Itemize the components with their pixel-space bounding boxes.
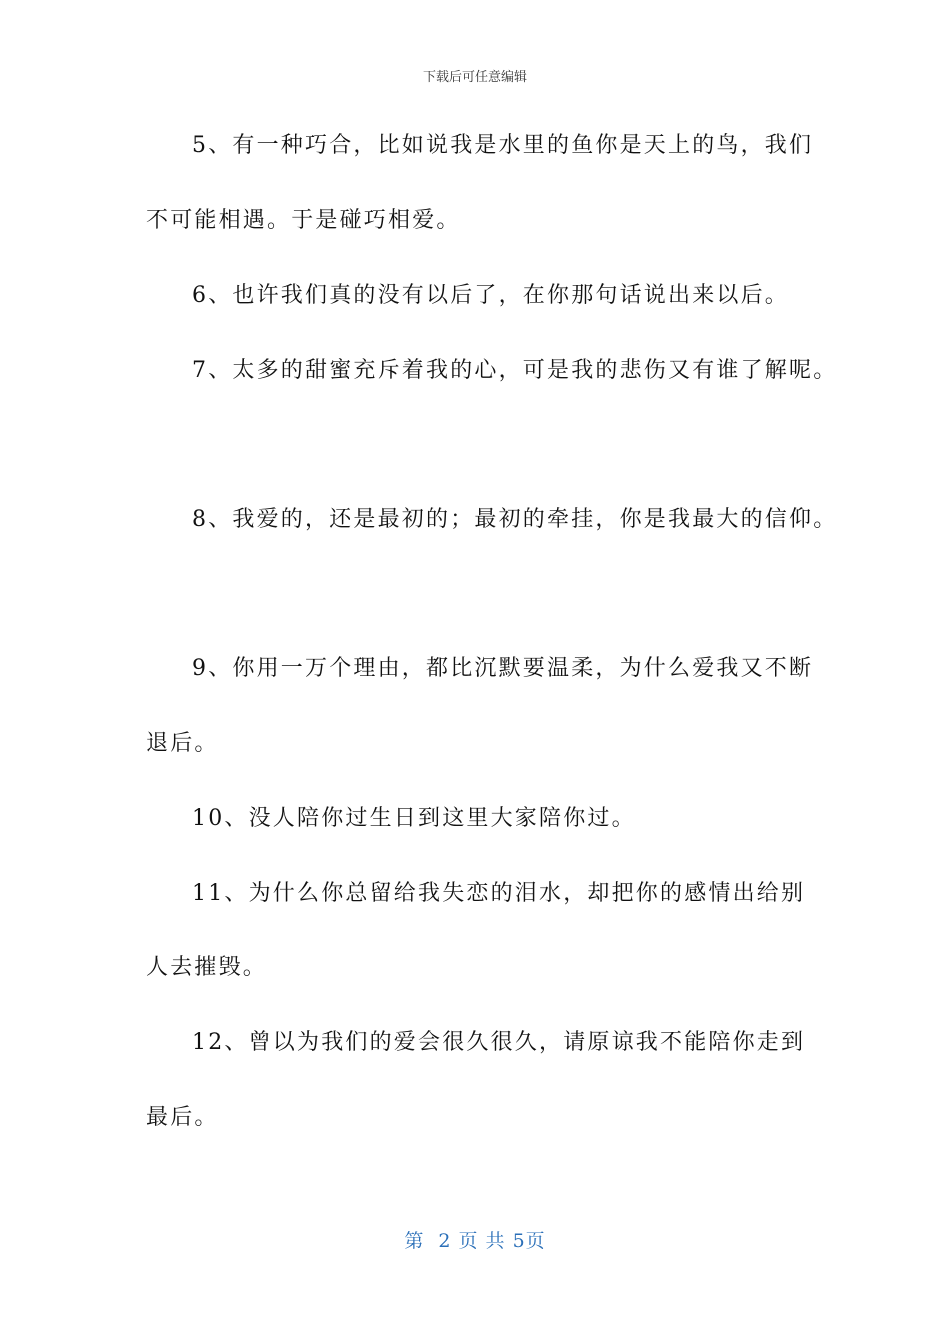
paragraph-5-line-2: 不可能相遇。于是碰巧相爱。: [146, 208, 461, 233]
paragraph-11-line-1: 11、为什么你总留给我失恋的泪水，却把你的感情出给别: [192, 881, 806, 906]
paragraph-9-line-1: 9、你用一万个理由，都比沉默要温柔，为什么爱我又不断: [192, 656, 814, 681]
page-footer-page-number: 第 2 页 共 5页: [404, 1230, 546, 1252]
paragraph-11-line-2: 人去摧毁。: [146, 955, 268, 980]
paragraph-5-line-1: 5、有一种巧合，比如说我是水里的鱼你是天上的鸟，我们: [192, 133, 814, 158]
paragraph-7: 7、太多的甜蜜充斥着我的心，可是我的悲伤又有谁了解呢。: [192, 358, 838, 383]
paragraph-6: 6、也许我们真的没有以后了，在你那句话说出来以后。: [192, 283, 789, 308]
paragraph-8: 8、我爱的，还是最初的；最初的牵挂，你是我最大的信仰。: [192, 507, 838, 532]
paragraph-9-line-2: 退后。: [146, 731, 219, 756]
paragraph-12-line-1: 12、曾以为我们的爱会很久很久，请原谅我不能陪你走到: [192, 1030, 806, 1055]
page-header: 下载后可任意编辑: [422, 70, 527, 85]
paragraph-10: 10、没人陪你过生日到这里大家陪你过。: [192, 806, 636, 831]
paragraph-12-line-2: 最后。: [146, 1105, 219, 1130]
